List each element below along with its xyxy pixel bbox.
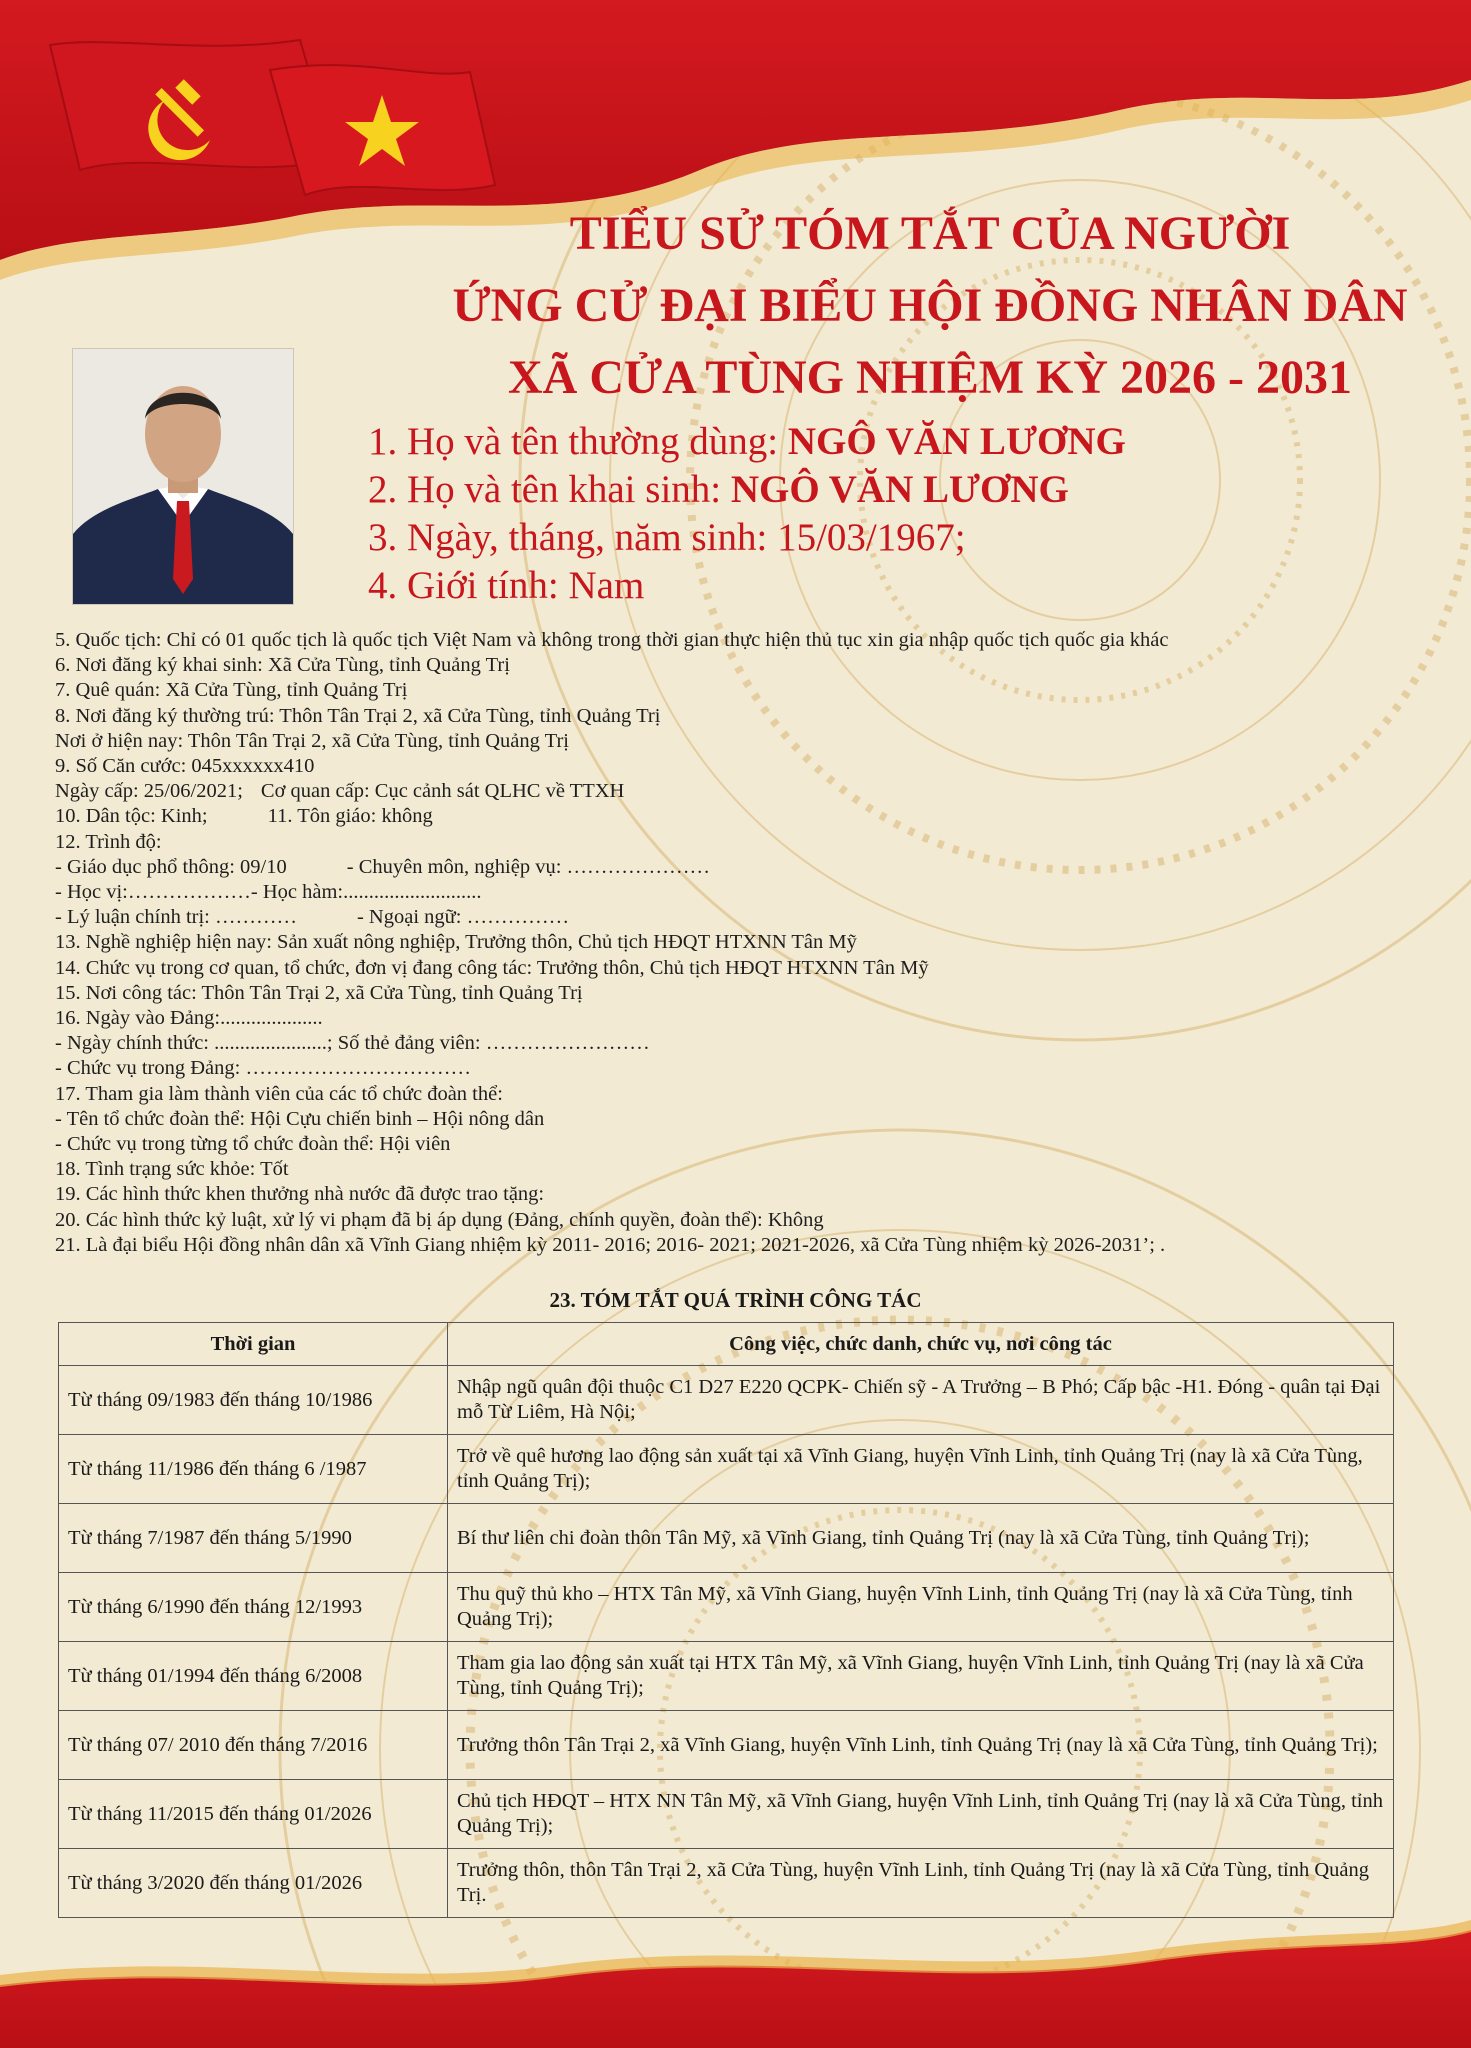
table-cell-work: Chủ tịch HĐQT – HTX NN Tân Mỹ, xã Vĩnh Giang, huyện Vĩnh Linh, tỉnh Quảng Trị (nay là xã Cửa Tùng, tỉnh Quảng Trị); — [448, 1780, 1394, 1849]
detail-current-address: Nơi ở hiện nay: Thôn Tân Trại 2, xã Cửa Tùng, tỉnh Quảng Trị — [55, 729, 569, 752]
detail-party-join: 16. Ngày vào Đảng:.................... — [55, 1007, 323, 1030]
detail-id-issue: Ngày cấp: 25/06/2021; Cơ quan cấp: Cục cảnh sát QLHC về TTXH — [55, 780, 625, 803]
table-cell-work: Thu quỹ thủ kho – HTX Tân Mỹ, xã Vĩnh Giang, huyện Vĩnh Linh, tỉnh Quảng Trị (nay là xã Cửa Tùng, tỉnh Quảng Trị); — [448, 1573, 1394, 1642]
table-cell-work: Tham gia lao động sản xuất tại HTX Tân Mỹ, xã Vĩnh Giang, huyện Vĩnh Linh, tỉnh Quảng Trị (nay là xã Cửa Tùng, tỉnh Quảng Trị); — [448, 1642, 1394, 1711]
table-header-row — [59, 1323, 1394, 1366]
column-header-time: Thời gian — [59, 1323, 448, 1366]
table-cell-work: Trưởng thôn, thôn Tân Trại 2, xã Cửa Tùng, huyện Vĩnh Linh, tỉnh Quảng Trị (nay là xã Cửa Tùng, tỉnh Quảng Trị. — [448, 1849, 1394, 1918]
detail-hometown: 7. Quê quán: Xã Cửa Tùng, tỉnh Quảng Trị — [55, 679, 408, 702]
table-row — [59, 1849, 1394, 1918]
detail-party-position: - Chức vụ trong Đảng: …………………………… — [55, 1057, 471, 1080]
detail-list — [55, 628, 1425, 1258]
detail-party-official: - Ngày chính thức: ......................; Số thẻ đảng viên: …………………… — [55, 1032, 650, 1055]
detail-nationality: 5. Quốc tịch: Chỉ có 01 quốc tịch là quốc tịch Việt Nam và không trong thời gian thực hiện thủ tục xin gia nhập quốc tịch quốc gia khác — [55, 629, 1169, 651]
table-cell-time: Từ tháng 3/2020 đến tháng 01/2026 — [59, 1849, 448, 1918]
table-cell-work: Nhập ngũ quân đội thuộc C1 D27 E220 QCPK- Chiến sỹ - A Trưởng – B Phó; Cấp bậc -H1. Đóng - quân tại Đại mỗ Từ Liêm, Hà Nội; — [448, 1366, 1394, 1435]
detail-politics-language: - Lý luận chính trị: ………… - Ngoại ngữ: …………… — [55, 906, 570, 929]
table-cell-time: Từ tháng 11/2015 đến tháng 01/2026 — [59, 1780, 448, 1849]
detail-organizations: 17. Tham gia làm thành viên của các tổ chức đoàn thể: — [55, 1082, 503, 1105]
work-history-table — [58, 1322, 1394, 1918]
detail-organization-role: - Chức vụ trong từng tổ chức đoàn thể: Hội viên — [55, 1133, 451, 1156]
detail-awards: 19. Các hình thức khen thưởng nhà nước đã được trao tặng: — [55, 1183, 545, 1206]
table-cell-work: Trở về quê hương lao động sản xuất tại xã Vĩnh Giang, huyện Vĩnh Linh, tỉnh Quảng Trị (nay là xã Cửa Tùng, tỉnh Quảng Trị); — [448, 1435, 1394, 1504]
table-row — [59, 1642, 1394, 1711]
candidate-photo — [72, 348, 294, 605]
detail-general-education: - Giáo dục phổ thông: 09/10 - Chuyên môn, nghiệp vụ: ………………… — [55, 855, 711, 878]
detail-education-heading: 12. Trình độ: — [55, 830, 162, 853]
title-line-1: TIỂU SỬ TÓM TẮT CỦA NGƯỜI — [569, 207, 1291, 260]
detail-discipline: 20. Các hình thức kỷ luật, xử lý vi phạm đã bị áp dụng (Đảng, chính quyền, đoàn thể): Không — [55, 1208, 824, 1231]
basic-row-name: 1. Họ và tên thường dùng: NGÔ VĂN LƯƠNG — [368, 420, 1126, 463]
detail-ethnicity-religion: 10. Dân tộc: Kinh; 11. Tôn giáo: không — [55, 805, 433, 828]
table-cell-time: Từ tháng 09/1983 đến tháng 10/1986 — [59, 1366, 448, 1435]
detail-id-number: 9. Số Căn cước: 045xxxxxx410 — [55, 755, 315, 778]
basic-row-gender: 4. Giới tính: Nam — [368, 564, 645, 607]
table-row — [59, 1366, 1394, 1435]
detail-organization-name: - Tên tổ chức đoàn thể: Hội Cựu chiến binh – Hội nông dân — [55, 1107, 545, 1130]
table-row — [59, 1780, 1394, 1849]
table-cell-work: Bí thư liên chi đoàn thôn Tân Mỹ, xã Vĩnh Giang, tỉnh Quảng Trị (nay là xã Cửa Tùng, tỉnh Quảng Trị); — [448, 1504, 1394, 1573]
page-title — [430, 198, 1430, 414]
detail-workplace: 15. Nơi công tác: Thôn Tân Trại 2, xã Cửa Tùng, tỉnh Quảng Trị — [55, 981, 583, 1004]
table-row — [59, 1504, 1394, 1573]
table-cell-time: Từ tháng 11/1986 đến tháng 6 /1987 — [59, 1435, 448, 1504]
work-history-title: 23. TÓM TẮT QUÁ TRÌNH CÔNG TÁC — [549, 1288, 922, 1312]
table-row — [59, 1435, 1394, 1504]
table-cell-time: Từ tháng 01/1994 đến tháng 6/2008 — [59, 1642, 448, 1711]
basic-row-dob: 3. Ngày, tháng, năm sinh: 15/03/1967; — [368, 516, 966, 559]
detail-degree: - Học vị:………………- Học hàm:........................... — [55, 881, 482, 904]
table-cell-time: Từ tháng 07/ 2010 đến tháng 7/2016 — [59, 1711, 448, 1780]
detail-health: 18. Tình trạng sức khỏe: Tốt — [55, 1158, 289, 1181]
detail-birth-registration: 6. Nơi đăng ký khai sinh: Xã Cửa Tùng, tỉnh Quảng Trị — [55, 654, 510, 677]
table-row — [59, 1573, 1394, 1642]
table-cell-time: Từ tháng 6/1990 đến tháng 12/1993 — [59, 1573, 448, 1642]
table-row — [59, 1711, 1394, 1780]
table-cell-work: Trưởng thôn Tân Trại 2, xã Vĩnh Giang, huyện Vĩnh Linh, tỉnh Quảng Trị (nay là xã Cửa Tùng, tỉnh Quảng Trị); — [448, 1711, 1394, 1780]
detail-permanent-address: 8. Nơi đăng ký thường trú: Thôn Tân Trại 2, xã Cửa Tùng, tỉnh Quảng Trị — [55, 704, 661, 727]
basic-row-birth-name: 2. Họ và tên khai sinh: NGÔ VĂN LƯƠNG — [368, 468, 1069, 511]
detail-council-terms: 21. Là đại biểu Hội đồng nhân dân xã Vĩnh Giang nhiệm kỳ 2011- 2016; 2016- 2021; 2021-2026, xã Cửa Tùng nhiệm kỳ 2026-2031’; . — [55, 1233, 1166, 1256]
detail-position: 14. Chức vụ trong cơ quan, tổ chức, đơn vị đang công tác: Trưởng thôn, Chủ tịch HĐQT HTXNN Tân Mỹ — [55, 956, 929, 979]
basic-info — [368, 418, 1428, 610]
column-header-work: Công việc, chức danh, chức vụ, nơi công tác — [448, 1323, 1394, 1366]
title-line-2: ỨNG CỬ ĐẠI BIỂU HỘI ĐỒNG NHÂN DÂN — [452, 279, 1408, 332]
detail-occupation: 13. Nghề nghiệp hiện nay: Sản xuất nông nghiệp, Trưởng thôn, Chủ tịch HĐQT HTXNN Tân Mỹ — [55, 931, 857, 954]
table-cell-time: Từ tháng 7/1987 đến tháng 5/1990 — [59, 1504, 448, 1573]
title-line-3: XÃ CỬA TÙNG NHIỆM KỲ 2026 - 2031 — [507, 351, 1352, 404]
